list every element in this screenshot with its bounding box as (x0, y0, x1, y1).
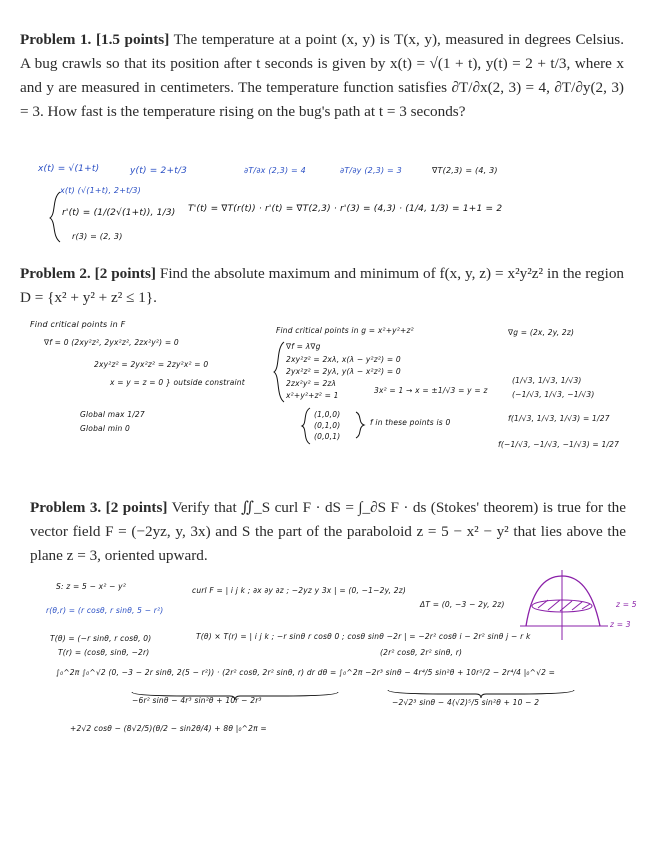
p2-hw-b9: (1,0,0) (314, 410, 341, 419)
problem-3-title: Problem 3. (30, 499, 102, 516)
p3-hw-t-r: T(r) = (cosθ, sinθ, −2r) (58, 648, 150, 657)
p1-hw-x: x(t) = √(1+t) (38, 164, 100, 174)
problem-3-points: [2 points] (105, 499, 168, 516)
problem-2-title: Problem 2. (20, 265, 91, 282)
p1-hw-dtdx: ∂T/∂x (2,3) = 4 (244, 166, 306, 175)
p3-hw-surface: S: z = 5 − x² − y² (56, 582, 127, 591)
p2-hw-b11: (0,0,1) (314, 432, 341, 441)
p3-hw-param: r(θ,r) = (r cosθ, r sinθ, 5 − r²) (46, 606, 164, 615)
p2-hw-a4: x = y = z = 0 } outside constraint (110, 378, 245, 387)
p2-hw-b3: ∇f = λ∇g (286, 342, 321, 351)
p3-hw-evaluated: −2√2³ sinθ − 4(√2)⁵/5 sin²θ + 10 − 2 (392, 698, 540, 707)
p2-hw-b10: (0,1,0) (314, 421, 341, 430)
p3-hw-curl: curl F = | i j k ; ∂x ∂y ∂z ; −2yz y 3x | = (0, −1−2y, 2z) (192, 586, 407, 595)
hatch-line (572, 602, 582, 610)
p2-hw-b12: f in these points is 0 (370, 418, 451, 427)
p2-hw-b5: 2yx²z² = 2yλ, y(λ − x²z²) = 0 (286, 367, 401, 376)
p1-hw-y: y(t) = 2+t/3 (130, 166, 188, 176)
p3-underbrace-2-stroke (386, 688, 576, 700)
p1-hw-chain-rule: T'(t) = ∇T(r(t)) · r'(t) = ∇T(2,3) · r'(3) = (4,3) · (1/4, 1/3) = 1+1 = 2 (188, 204, 503, 214)
p1-hw-rprime: r'(t) = (1/(2√(1+t)), 1/3) (62, 208, 176, 218)
p3-hw-cross: T(θ) × T(r) = | i j k ; −r sinθ r cosθ 0 ; cosθ sinθ −2r | = −2r² cosθ i − 2r² sinθ j − r k (196, 632, 531, 641)
problem-1-title: Problem 1. (20, 31, 92, 48)
p1-hw-r3: r(3) = (2, 3) (72, 232, 123, 241)
problem-1-text: The temperature at a point (x, y) is T(x, y), measured in degrees Celsius. A bug crawls so that its position after t seconds is given by x(t) = √(1 + t), y(t) = 2 + t/3, where x and y are measured in centimeters. The temperature function satisfies ∂T/∂x(2, 3) = 4, ∂T/∂y(2, 3) = 3. How fast is the temperature rising on the bug's path at t = 3 seconds? (20, 31, 624, 120)
p2-hw-b8: 3x² = 1 → x = ±1/√3 = y = z (374, 386, 488, 395)
p3-hw-t-theta: T(θ) = (−r sinθ, r cosθ, 0) (50, 634, 152, 643)
problem-2 (20, 262, 624, 310)
p1-brace-stroke (48, 190, 62, 244)
p3-hw-normal: (2r² cosθ, 2r² sinθ, r) (380, 648, 463, 657)
p2-hw-b2: ∇g = (2x, 2y, 2z) (508, 328, 575, 337)
p2-hw-c2: (−1/√3, 1/√3, −1/√3) (512, 390, 595, 399)
paraboloid-curve (526, 576, 600, 626)
p2-hw-a6: Global min 0 (80, 424, 131, 433)
p2-brace-right-stroke (354, 410, 366, 440)
p2-brace-left-stroke (272, 340, 286, 404)
p2-hw-b1: Find critical points in g = x²+y²+z² (276, 326, 414, 335)
p1-hw-gradient: ∇T(2,3) = (4, 3) (432, 166, 498, 175)
p2-hw-c3: f(1/√3, 1/√3, 1/√3) = 1/27 (508, 414, 610, 423)
p1-hw-path: x(t) (√(1+t), 2+t/3) (60, 186, 141, 195)
p3-hw-z3: z = 3 (610, 620, 631, 629)
p1-hw-dtdy: ∂T/∂y (2,3) = 3 (340, 166, 402, 175)
p3-hw-delta-t: ΔT = (0, −3 − 2y, 2z) (420, 600, 505, 609)
problem-3 (30, 496, 626, 568)
problem-3-text: Verify that ∬_S curl F · dS = ∫_∂S F · ds (Stokes' theorem) is true for the vector field F = (−2yz, y, 3x) and S the part of the paraboloid z = 5 − x² − y² that lies above the plane z = 3, oriented upward. (30, 499, 626, 564)
problem-2-points: [2 points] (94, 265, 156, 282)
p3-hw-integral: ∫₀^2π ∫₀^√2 (0, −3 − 2r sinθ, 2(5 − r²)) · (2r² cosθ, 2r² sinθ, r) dr dθ = ∫₀^2π −2r³ sinθ − 4r⁴/5 sin²θ + 10r²/2 − 2r⁴/4 |₀^√2 = (56, 668, 556, 677)
p2-brace-points-stroke (300, 406, 312, 446)
p3-hw-final: +2√2 cosθ − (8√2/5)(θ/2 − sin2θ/4) + 8θ |₀^2π = (70, 724, 267, 733)
hatch-line (548, 600, 560, 610)
p3-underbrace-1-stroke (130, 690, 340, 702)
p2-hw-a5: Global max 1/27 (80, 410, 145, 419)
p2-hw-a1: Find critical points in F (30, 320, 126, 329)
problem-1-points: [1.5 points] (95, 31, 170, 48)
p2-hw-b6: 2zx²y² = 2zλ (286, 379, 337, 388)
p3-hw-z5: z = 5 (616, 600, 637, 609)
p2-hw-c1: (1/√3, 1/√3, 1/√3) (512, 376, 582, 385)
p2-hw-b7: x²+y²+z² = 1 (286, 391, 339, 400)
problem-1 (20, 28, 624, 124)
p2-hw-c4: f(−1/√3, −1/√3, −1/√3) = 1/27 (498, 440, 620, 449)
p2-hw-a3: 2xy²z² = 2yx²z² = 2zy²x² = 0 (94, 360, 209, 369)
p2-hw-a2: ∇f = 0 (2xy²z², 2yx²z², 2zx²y²) = 0 (44, 338, 179, 347)
problem-2-text: Find the absolute maximum and minimum of f(x, y, z) = x²y²z² in the region D = {x² + y² + z² ≤ 1}. (20, 265, 625, 306)
p3-hw-integrand: −6r² sinθ − 4r³ sin²θ + 10r − 2r³ (132, 696, 262, 705)
paraboloid-sketch (516, 568, 612, 644)
p2-hw-b4: 2xy²z² = 2xλ, x(λ − y²z²) = 0 (286, 355, 401, 364)
